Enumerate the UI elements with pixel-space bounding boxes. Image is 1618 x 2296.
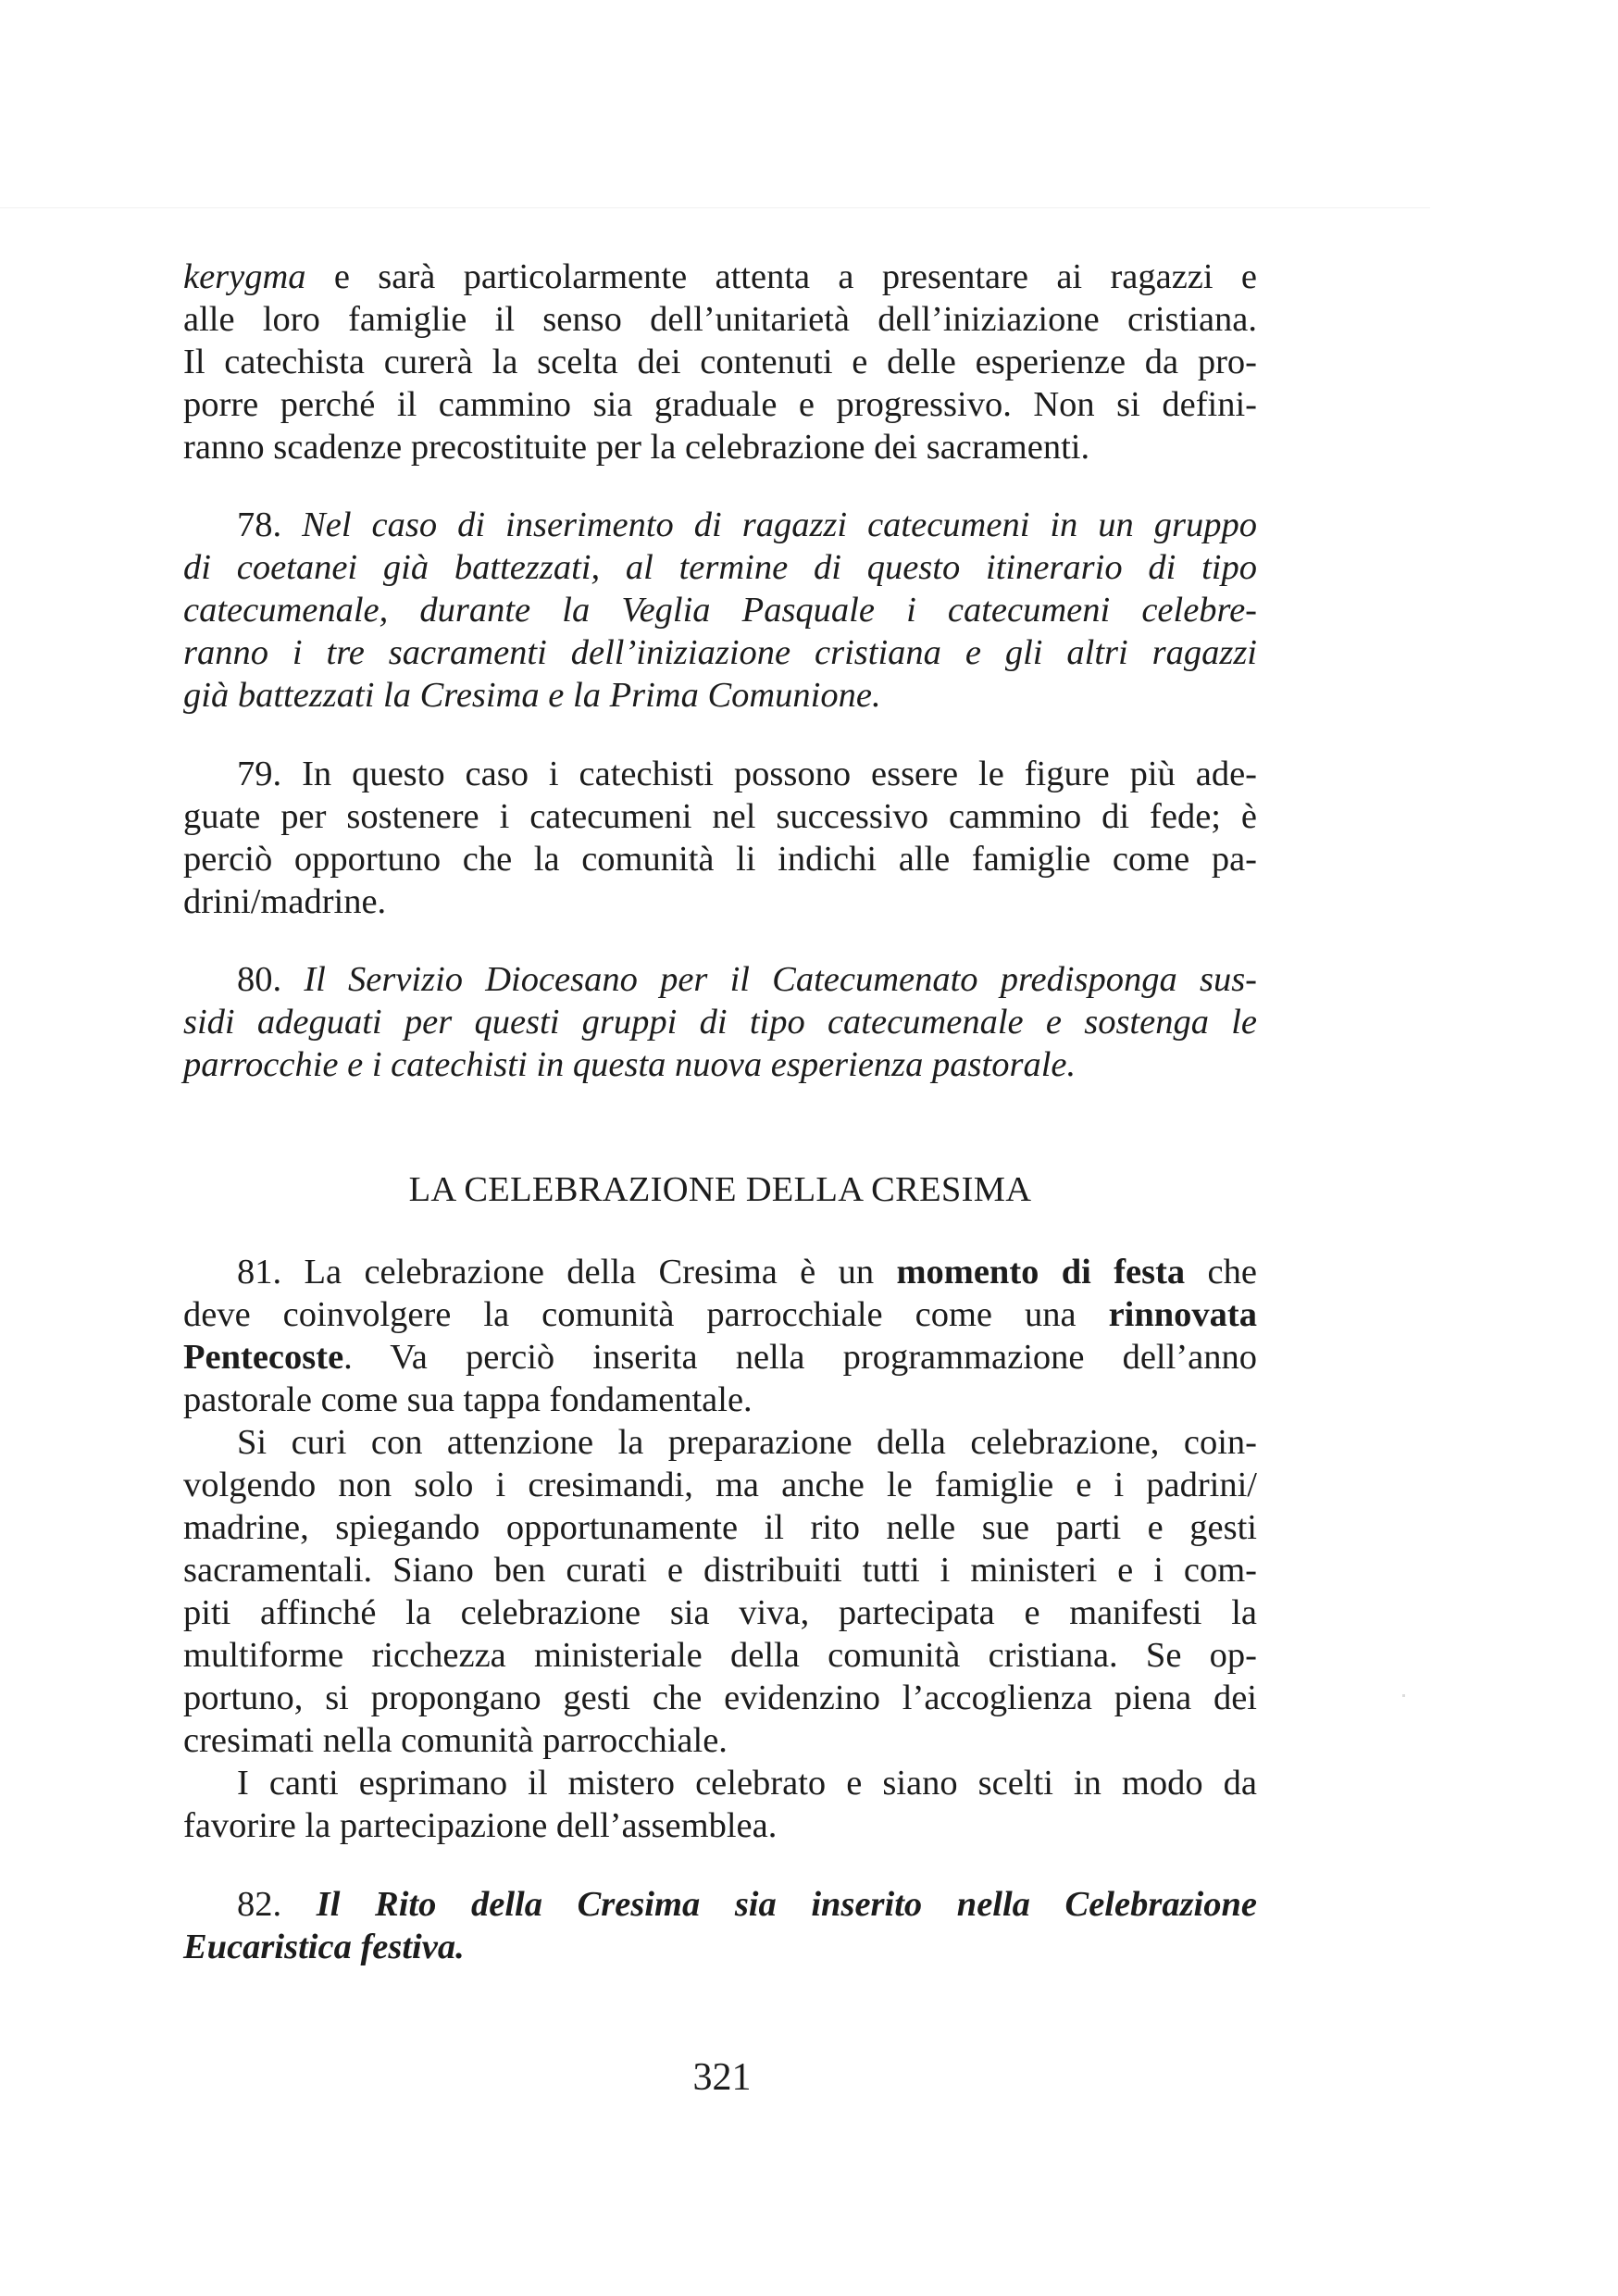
p79-line-3: perciò opportuno che la comunità li indichi alle famiglie come pa- (183, 840, 1257, 879)
p78-number: 78. (237, 505, 282, 544)
section-heading: LA CELEBRAZIONE DELLA CRESIMA (408, 1170, 1032, 1209)
term-kerygma: kerygma (183, 257, 306, 296)
p79-line-2: guate per sostenere i catecumeni nel successivo cammino di fede; è (183, 797, 1257, 836)
intro-line-5: ranno scadenze precostituite per la celebrazione dei sacramenti. (183, 428, 1090, 467)
p82-number: 82. (237, 1885, 282, 1924)
intro-line-3: Il catechista curerà la scelta dei contenuti e delle esperienze da pro- (183, 343, 1257, 381)
p79-line-1: 79. In questo caso i catechisti possono essere le figure più ade- (237, 755, 1257, 793)
p81-s2-line-2: volgendo non solo i cresimandi, ma anche le famiglie e i padrini/ (183, 1466, 1257, 1504)
p80-number: 80. (237, 960, 282, 999)
page-number: 321 (692, 2056, 752, 2099)
p81-s3-line-2: favorire la partecipazione dell’assemblea. (183, 1806, 778, 1845)
p81-s2-line-6: multiforme ricchezza ministeriale della comunità cristiana. Se op- (183, 1636, 1257, 1675)
p81-s2-line-3: madrine, spiegando opportunamente il rito nelle sue parti e gesti (183, 1508, 1257, 1547)
p81-s2-line-7: portuno, si propongano gesti che evidenzino l’accoglienza piena dei (183, 1678, 1257, 1717)
p78-line-2: di coetanei già battezzati, al termine di questo itinerario di tipo (183, 548, 1257, 587)
p81-s2-line-5: piti affinché la celebrazione sia viva, partecipata e manifesti la (183, 1593, 1257, 1632)
p81-s2-line-4: sacramentali. Siano ben curati e distribuiti tutti i ministeri e i com- (183, 1551, 1257, 1590)
p81-s2-line-8: cresimati nella comunità parrocchiale. (183, 1721, 728, 1760)
p80-line-3: parrocchie e i catechisti in questa nuova esperienza pastorale. (183, 1045, 1077, 1084)
intro-line-2: alle loro famiglie il senso dell’unitarietà dell’iniziazione cristiana. (183, 300, 1257, 339)
emphasis-pentecoste: Pentecoste (183, 1338, 344, 1377)
p81-line-1: 81. La celebrazione della Cresima è un momento di festa che (237, 1253, 1257, 1292)
p81-s2-line-1: Si curi con attenzione la preparazione della celebrazione, coin- (237, 1423, 1257, 1462)
p80-line-1: 80. Il Servizio Diocesano per il Catecumenato predisponga sus- (237, 960, 1257, 999)
p81-s3-line-1: I canti esprimano il mistero celebrato e siano scelti in modo da (237, 1764, 1257, 1803)
p78-line-3: catecumenale, durante la Veglia Pasquale i catecumeni celebre- (183, 591, 1257, 630)
p80-line-2: sidi adeguati per questi gruppi di tipo catecumenale e sostenga le (183, 1003, 1257, 1042)
intro-line-4: porre perché il cammino sia graduale e progressivo. Non si defini- (183, 385, 1257, 424)
scan-speck (1402, 1694, 1405, 1697)
emphasis-momento-di-festa: momento di festa (896, 1253, 1186, 1292)
p78-line-4: ranno i tre sacramenti dell’iniziazione cristiana e gli altri ragazzi (183, 633, 1257, 672)
emphasis-rinnovata: rinnovata (1108, 1295, 1257, 1334)
intro-line-1: kerygma e sarà particolarmente attenta a presentare ai ragazzi e (183, 257, 1257, 296)
scan-page-edge (0, 207, 1430, 208)
p78-line-1: 78. Nel caso di inserimento di ragazzi catecumeni in un gruppo (237, 505, 1257, 544)
p79-line-4: drini/madrine. (183, 882, 387, 921)
p78-line-5: già battezzati la Cresima e la Prima Comunione. (183, 676, 881, 715)
p81-line-3: Pentecoste. Va perciò inserita nella programmazione dell’anno (183, 1338, 1257, 1377)
p82-line-1: 82. Il Rito della Cresima sia inserito nella Celebrazione (237, 1885, 1258, 1924)
p81-line-4: pastorale come sua tappa fondamentale. (183, 1380, 753, 1419)
p82-line-2: Eucaristica festiva. (183, 1928, 465, 1966)
p81-line-2: deve coinvolgere la comunità parrocchiale come una rinnovata (183, 1295, 1257, 1334)
